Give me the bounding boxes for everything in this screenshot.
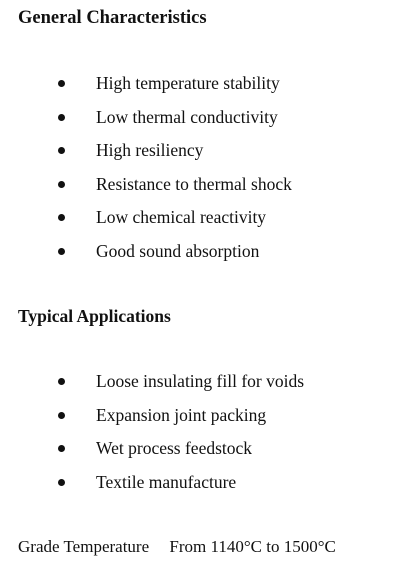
typical-applications-heading: Typical Applications — [18, 306, 171, 326]
list-item-text: Good sound absorption — [96, 240, 260, 261]
bullet-icon — [58, 147, 65, 154]
list-item-text: Expansion joint packing — [96, 404, 267, 425]
list-item-text: High resiliency — [96, 140, 204, 161]
list-item-text: Resistance to thermal shock — [96, 173, 292, 194]
bullet-icon — [58, 412, 65, 419]
list-item-text: Textile manufacture — [96, 471, 237, 492]
list-item-text: High temperature stability — [96, 73, 280, 93]
bullet-icon — [58, 479, 65, 486]
list-item-text: Low chemical reactivity — [96, 207, 267, 228]
bullet-icon — [58, 214, 65, 221]
grade-temperature-value: From 1140°C to 1500°C — [169, 537, 336, 556]
bullet-icon — [58, 248, 65, 255]
list-item-text: Loose insulating fill for voids — [96, 371, 305, 391]
bullet-icon — [58, 114, 65, 121]
general-characteristics-heading: General Characteristics — [18, 8, 207, 28]
grade-temperature-row — [18, 536, 336, 558]
list-item-text: Wet process feedstock — [96, 438, 253, 459]
list-item-text: Low thermal conductivity — [96, 106, 278, 127]
bullet-icon — [58, 445, 65, 452]
bullet-icon — [58, 181, 65, 188]
bullet-icon — [58, 80, 65, 87]
bullet-icon — [58, 378, 65, 385]
grade-temperature-label: Grade Temperature — [18, 537, 150, 556]
